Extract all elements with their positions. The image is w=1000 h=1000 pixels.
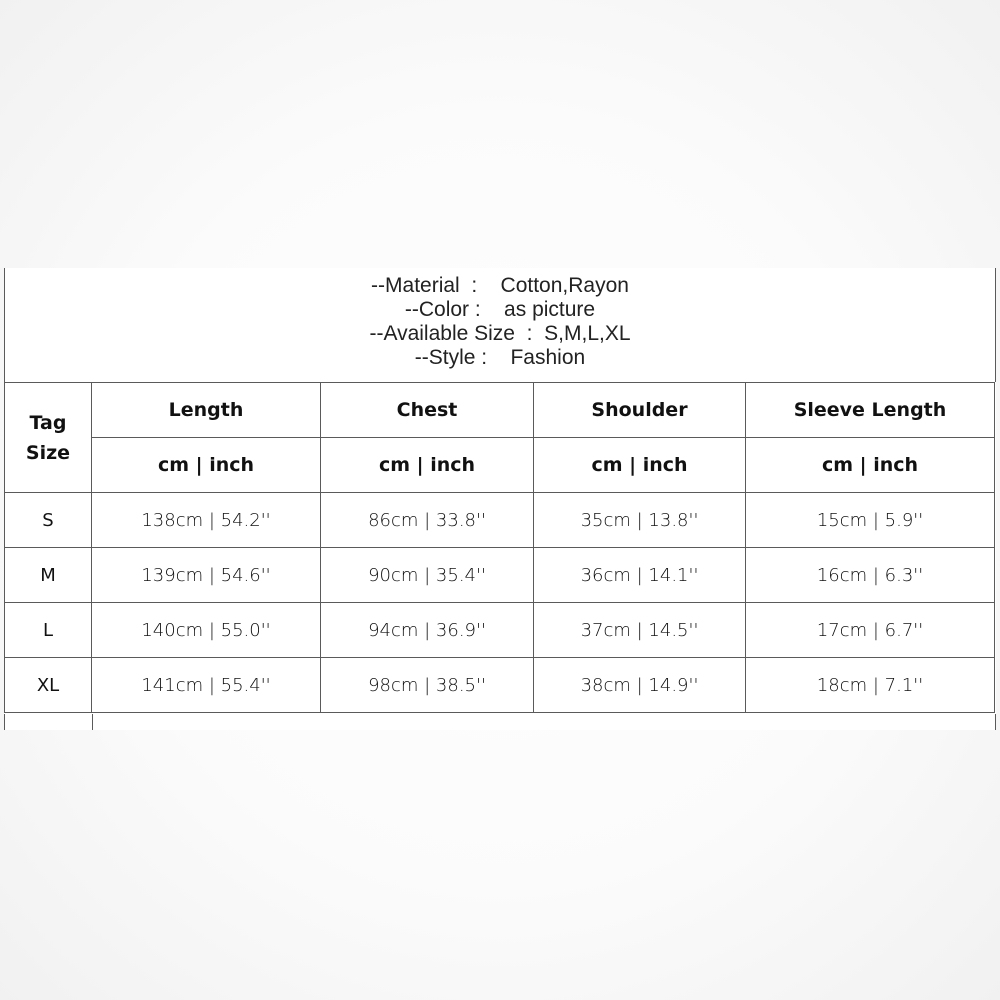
size-label: S [5, 493, 92, 548]
length-value: 141cm | 55.4'' [92, 658, 321, 713]
sleeve-unit-header: cm | inch [746, 438, 995, 493]
table-row [5, 548, 995, 603]
length-value: 138cm | 54.2'' [92, 493, 321, 548]
chest-value: 94cm | 36.9'' [321, 603, 534, 658]
units-row [5, 438, 995, 493]
length-unit-header: cm | inch [92, 438, 321, 493]
table-divider [92, 714, 93, 730]
table-row [5, 603, 995, 658]
shoulder-value: 37cm | 14.5'' [534, 603, 746, 658]
table-row [5, 658, 995, 713]
shoulder-value: 36cm | 14.1'' [534, 548, 746, 603]
shoulder-unit-header: cm | inch [534, 438, 746, 493]
header-row [5, 383, 995, 438]
sleeve-value: 15cm | 5.9'' [746, 493, 995, 548]
color-line: --Color : as picture [404, 298, 596, 321]
material-line: --Material : Cotton,Rayon [371, 274, 629, 297]
sleeve-value: 16cm | 6.3'' [746, 548, 995, 603]
shoulder-value: 35cm | 13.8'' [534, 493, 746, 548]
tag-size-header-line2: Size [25, 441, 71, 464]
length-value: 139cm | 54.6'' [92, 548, 321, 603]
size-label: L [5, 603, 92, 658]
product-info-block [4, 268, 996, 382]
size-label: XL [5, 658, 92, 713]
style-line: --Style : Fashion [414, 346, 586, 369]
length-value: 140cm | 55.0'' [92, 603, 321, 658]
size-chart-panel [4, 268, 996, 730]
table-row [5, 493, 995, 548]
available-size-line: --Available Size : S,M,L,XL [369, 322, 631, 345]
tag-size-header [5, 383, 92, 493]
tag-size-header-line1: Tag [29, 411, 67, 434]
size-table [4, 382, 995, 713]
shoulder-value: 38cm | 14.9'' [534, 658, 746, 713]
size-label: M [5, 548, 92, 603]
chest-value: 90cm | 35.4'' [321, 548, 534, 603]
chest-value: 98cm | 38.5'' [321, 658, 534, 713]
sleeve-value: 18cm | 7.1'' [746, 658, 995, 713]
chest-value: 86cm | 33.8'' [321, 493, 534, 548]
chest-unit-header: cm | inch [321, 438, 534, 493]
shoulder-header: Shoulder [534, 383, 746, 438]
sleeve-value: 17cm | 6.7'' [746, 603, 995, 658]
table-bottom-edge [4, 714, 996, 730]
sleeve-length-header: Sleeve Length [746, 383, 995, 438]
length-header: Length [92, 383, 321, 438]
chest-header: Chest [321, 383, 534, 438]
